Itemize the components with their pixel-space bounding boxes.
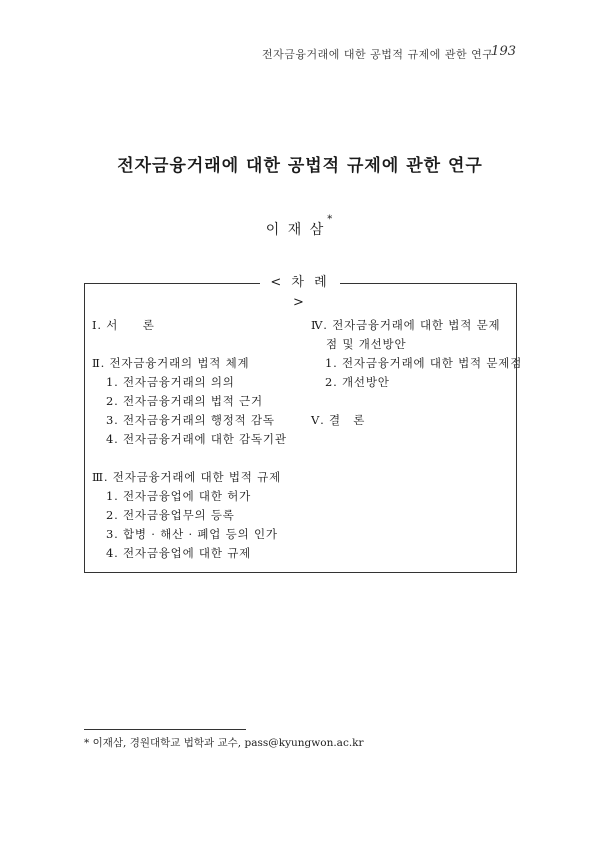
toc-section-5: Ⅴ. 결 론	[311, 413, 366, 427]
toc-section-4: Ⅳ. 전자금융거래에 대한 법적 문제	[311, 318, 501, 332]
author-footnote-mark: *	[327, 214, 335, 226]
running-header	[262, 46, 522, 62]
toc-item: 1. 전자금융거래에 대한 법적 문제점	[325, 356, 523, 370]
footnote-divider	[84, 729, 246, 730]
author-name: 이 재 삼	[265, 222, 326, 238]
toc-item: 3. 합병 · 해산 · 폐업 등의 인가	[106, 527, 278, 541]
author-footnote: * 이재삼, 경원대학교 법학과 교수, pass@kyungwon.ac.kr	[84, 737, 364, 749]
toc-item: 4. 전자금융업에 대한 규제	[106, 546, 252, 560]
toc-item: 2. 전자금융거래의 법적 근거	[106, 394, 263, 408]
toc-section-3: Ⅲ. 전자금융거래에 대한 법적 규제	[92, 470, 281, 484]
toc-heading: < 차 례 >	[260, 273, 340, 293]
toc-item: 2. 전자금융업무의 등록	[106, 508, 235, 522]
toc-item: 1. 전자금융업에 대한 허가	[106, 489, 252, 503]
toc-item: 1. 전자금융거래의 의의	[106, 375, 235, 389]
toc-item: 2. 개선방안	[325, 375, 390, 389]
running-title: 전자금융거래에 대한 공법적 규제에 관한 연구	[262, 48, 494, 61]
article-title: 전자금융거래에 대한 공법적 규제에 관한 연구	[117, 156, 483, 176]
toc-right-column	[311, 316, 522, 430]
toc-section-2: Ⅱ. 전자금융거래의 법적 체계	[92, 356, 250, 370]
author-line	[0, 214, 600, 239]
toc-section-4-continued: 점 및 개선방안	[326, 337, 407, 351]
toc-item: 4. 전자금융거래에 대한 감독기관	[106, 432, 287, 446]
page-number: 193	[491, 44, 516, 59]
toc-left-column	[92, 316, 287, 563]
toc-section-1: Ⅰ. 서 론	[92, 318, 155, 332]
toc-item: 3. 전자금융거래의 행정적 감독	[106, 413, 275, 427]
